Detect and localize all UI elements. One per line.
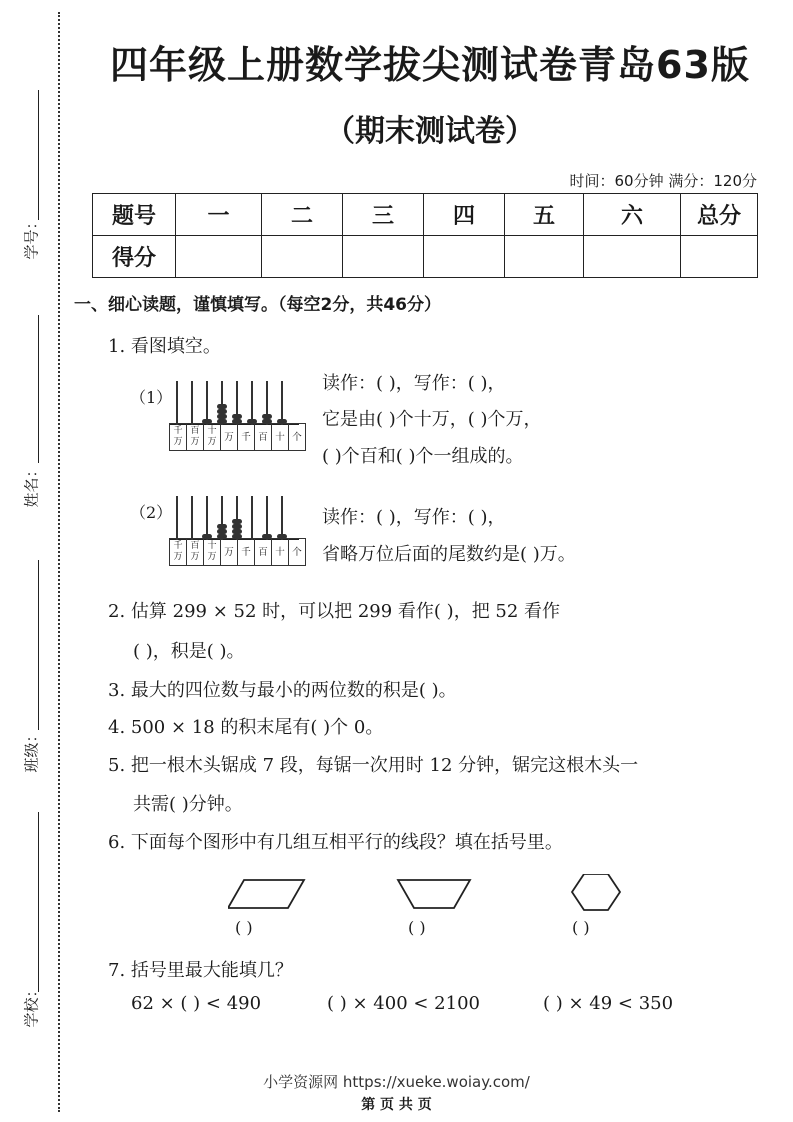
abacus-place-label: 百 xyxy=(254,538,272,566)
abacus-place-label: 十万 xyxy=(203,538,221,566)
score-cell[interactable] xyxy=(424,236,505,278)
question-7: 7. 括号里最大能填几？ xyxy=(108,960,293,981)
abacus-place-label: 十万 xyxy=(203,423,221,451)
student-no-line xyxy=(38,90,39,220)
time-info: 时间：60分钟 满分：120分 xyxy=(569,172,757,190)
score-cell[interactable] xyxy=(584,236,681,278)
abacus-place-label: 百万 xyxy=(186,423,204,451)
abacus-bead xyxy=(232,529,242,534)
name-line xyxy=(38,315,39,463)
question-4: 4. 500 × 18 的积末尾有( )个 0。 xyxy=(108,717,384,738)
q1-part1-line2: 它是由( )个十万，( )个万， xyxy=(322,409,542,430)
page-title: 四年级上册数学拔尖测试卷青岛63版 xyxy=(110,43,750,87)
score-cell[interactable] xyxy=(505,236,584,278)
abacus-place-label: 千万 xyxy=(169,538,187,566)
q1-part2-line2: 省略万位后面的尾数约是( )万。 xyxy=(322,544,576,565)
abacus-place-label: 百 xyxy=(254,423,272,451)
footer-url: 小学资源网 https://xueke.woiay.com/ xyxy=(263,1073,530,1091)
score-header-cell: 二 xyxy=(262,194,343,236)
q1-part1-line3: ( )个百和( )个一组成的。 xyxy=(322,446,524,467)
trapezoid-shape xyxy=(398,880,470,908)
class-line xyxy=(38,560,39,730)
q6-answer-3[interactable]: ( ) xyxy=(572,918,590,937)
q7-item-1: 62 × ( ) < 490 xyxy=(131,993,262,1014)
abacus-1 xyxy=(169,379,302,451)
section-heading: 一、细心读题，谨慎填写。（每空2分，共46分） xyxy=(74,295,441,315)
abacus-place-labels xyxy=(169,423,305,451)
abacus-bead xyxy=(217,524,227,529)
name-label: 姓名： xyxy=(22,462,41,508)
score-header-cell: 六 xyxy=(584,194,681,236)
footer-page-number: 第 页 共 页 xyxy=(361,1097,432,1113)
abacus-rod xyxy=(191,496,193,540)
q6-shapes xyxy=(228,874,628,914)
abacus-bead xyxy=(217,409,227,414)
score-header-cell: 总分 xyxy=(681,194,758,236)
score-header-cell: 四 xyxy=(424,194,505,236)
question-3: 3. 最大的四位数与最小的两位数的积是( )。 xyxy=(108,680,457,701)
q7-item-3: ( ) × 49 < 350 xyxy=(543,993,674,1014)
page-subtitle: （期末测试卷） xyxy=(325,114,535,149)
score-cell[interactable] xyxy=(681,236,758,278)
score-header-cell: 五 xyxy=(505,194,584,236)
abacus-2 xyxy=(169,494,302,566)
abacus-place-labels xyxy=(169,538,305,566)
question-6: 6. 下面每个图形中有几组互相平行的线段？填在括号里。 xyxy=(108,832,563,853)
score-row xyxy=(93,236,758,278)
score-cell[interactable] xyxy=(343,236,424,278)
abacus-place-label: 千万 xyxy=(169,423,187,451)
abacus-place-label: 十 xyxy=(271,538,289,566)
score-header-cell: 三 xyxy=(343,194,424,236)
score-cell[interactable] xyxy=(262,236,343,278)
abacus-bead xyxy=(217,404,227,409)
score-row-label: 得分 xyxy=(93,236,176,278)
class-label: 班级： xyxy=(22,727,41,773)
question-5-line2: 共需( )分钟。 xyxy=(133,794,243,815)
binding-dashed-line xyxy=(58,12,60,1112)
q6-answer-1[interactable]: ( ) xyxy=(235,918,253,937)
q1-part2-label: （2） xyxy=(130,503,173,522)
abacus-place-label: 个 xyxy=(288,538,306,566)
abacus-bead xyxy=(217,529,227,534)
school-line xyxy=(38,812,39,992)
score-table xyxy=(92,193,758,278)
abacus-place-label: 万 xyxy=(220,423,238,451)
abacus-bead xyxy=(232,414,242,419)
abacus-place-label: 个 xyxy=(288,423,306,451)
school-label: 学校： xyxy=(22,982,41,1028)
abacus-place-label: 千 xyxy=(237,538,255,566)
student-no-label: 学号： xyxy=(22,214,41,260)
abacus-place-label: 十 xyxy=(271,423,289,451)
abacus-bead xyxy=(262,414,272,419)
question-2-line1: 2. 估算 299 × 52 时，可以把 299 看作( )，把 52 看作 xyxy=(108,601,561,622)
abacus-place-label: 万 xyxy=(220,538,238,566)
q1-part1-label: （1） xyxy=(130,388,173,407)
q1-part1-line1: 读作：( )，写作：( )， xyxy=(322,373,506,394)
abacus-rod xyxy=(251,496,253,540)
score-cell[interactable] xyxy=(176,236,262,278)
abacus-bead xyxy=(217,414,227,419)
score-header-cell: 一 xyxy=(176,194,262,236)
q7-item-2: ( ) × 400 < 2100 xyxy=(327,993,480,1014)
hexagon-shape xyxy=(572,874,620,910)
question-2-line2: ( )，积是( )。 xyxy=(133,641,245,662)
parallelogram-shape xyxy=(228,880,304,908)
abacus-rod xyxy=(176,496,178,540)
question-1-label: 1. 看图填空。 xyxy=(108,336,221,357)
abacus-bead xyxy=(232,524,242,529)
abacus-place-label: 百万 xyxy=(186,538,204,566)
q6-answer-2[interactable]: ( ) xyxy=(408,918,426,937)
score-header-row xyxy=(93,194,758,236)
abacus-place-label: 千 xyxy=(237,423,255,451)
abacus-rod xyxy=(176,381,178,425)
question-5-line1: 5. 把一根木头锯成 7 段，每锯一次用时 12 分钟，锯完这根木头一 xyxy=(108,755,639,776)
abacus-rod xyxy=(191,381,193,425)
q1-part2-line1: 读作：( )，写作：( )， xyxy=(322,507,506,528)
score-header-cell: 题号 xyxy=(93,194,176,236)
abacus-bead xyxy=(232,519,242,524)
